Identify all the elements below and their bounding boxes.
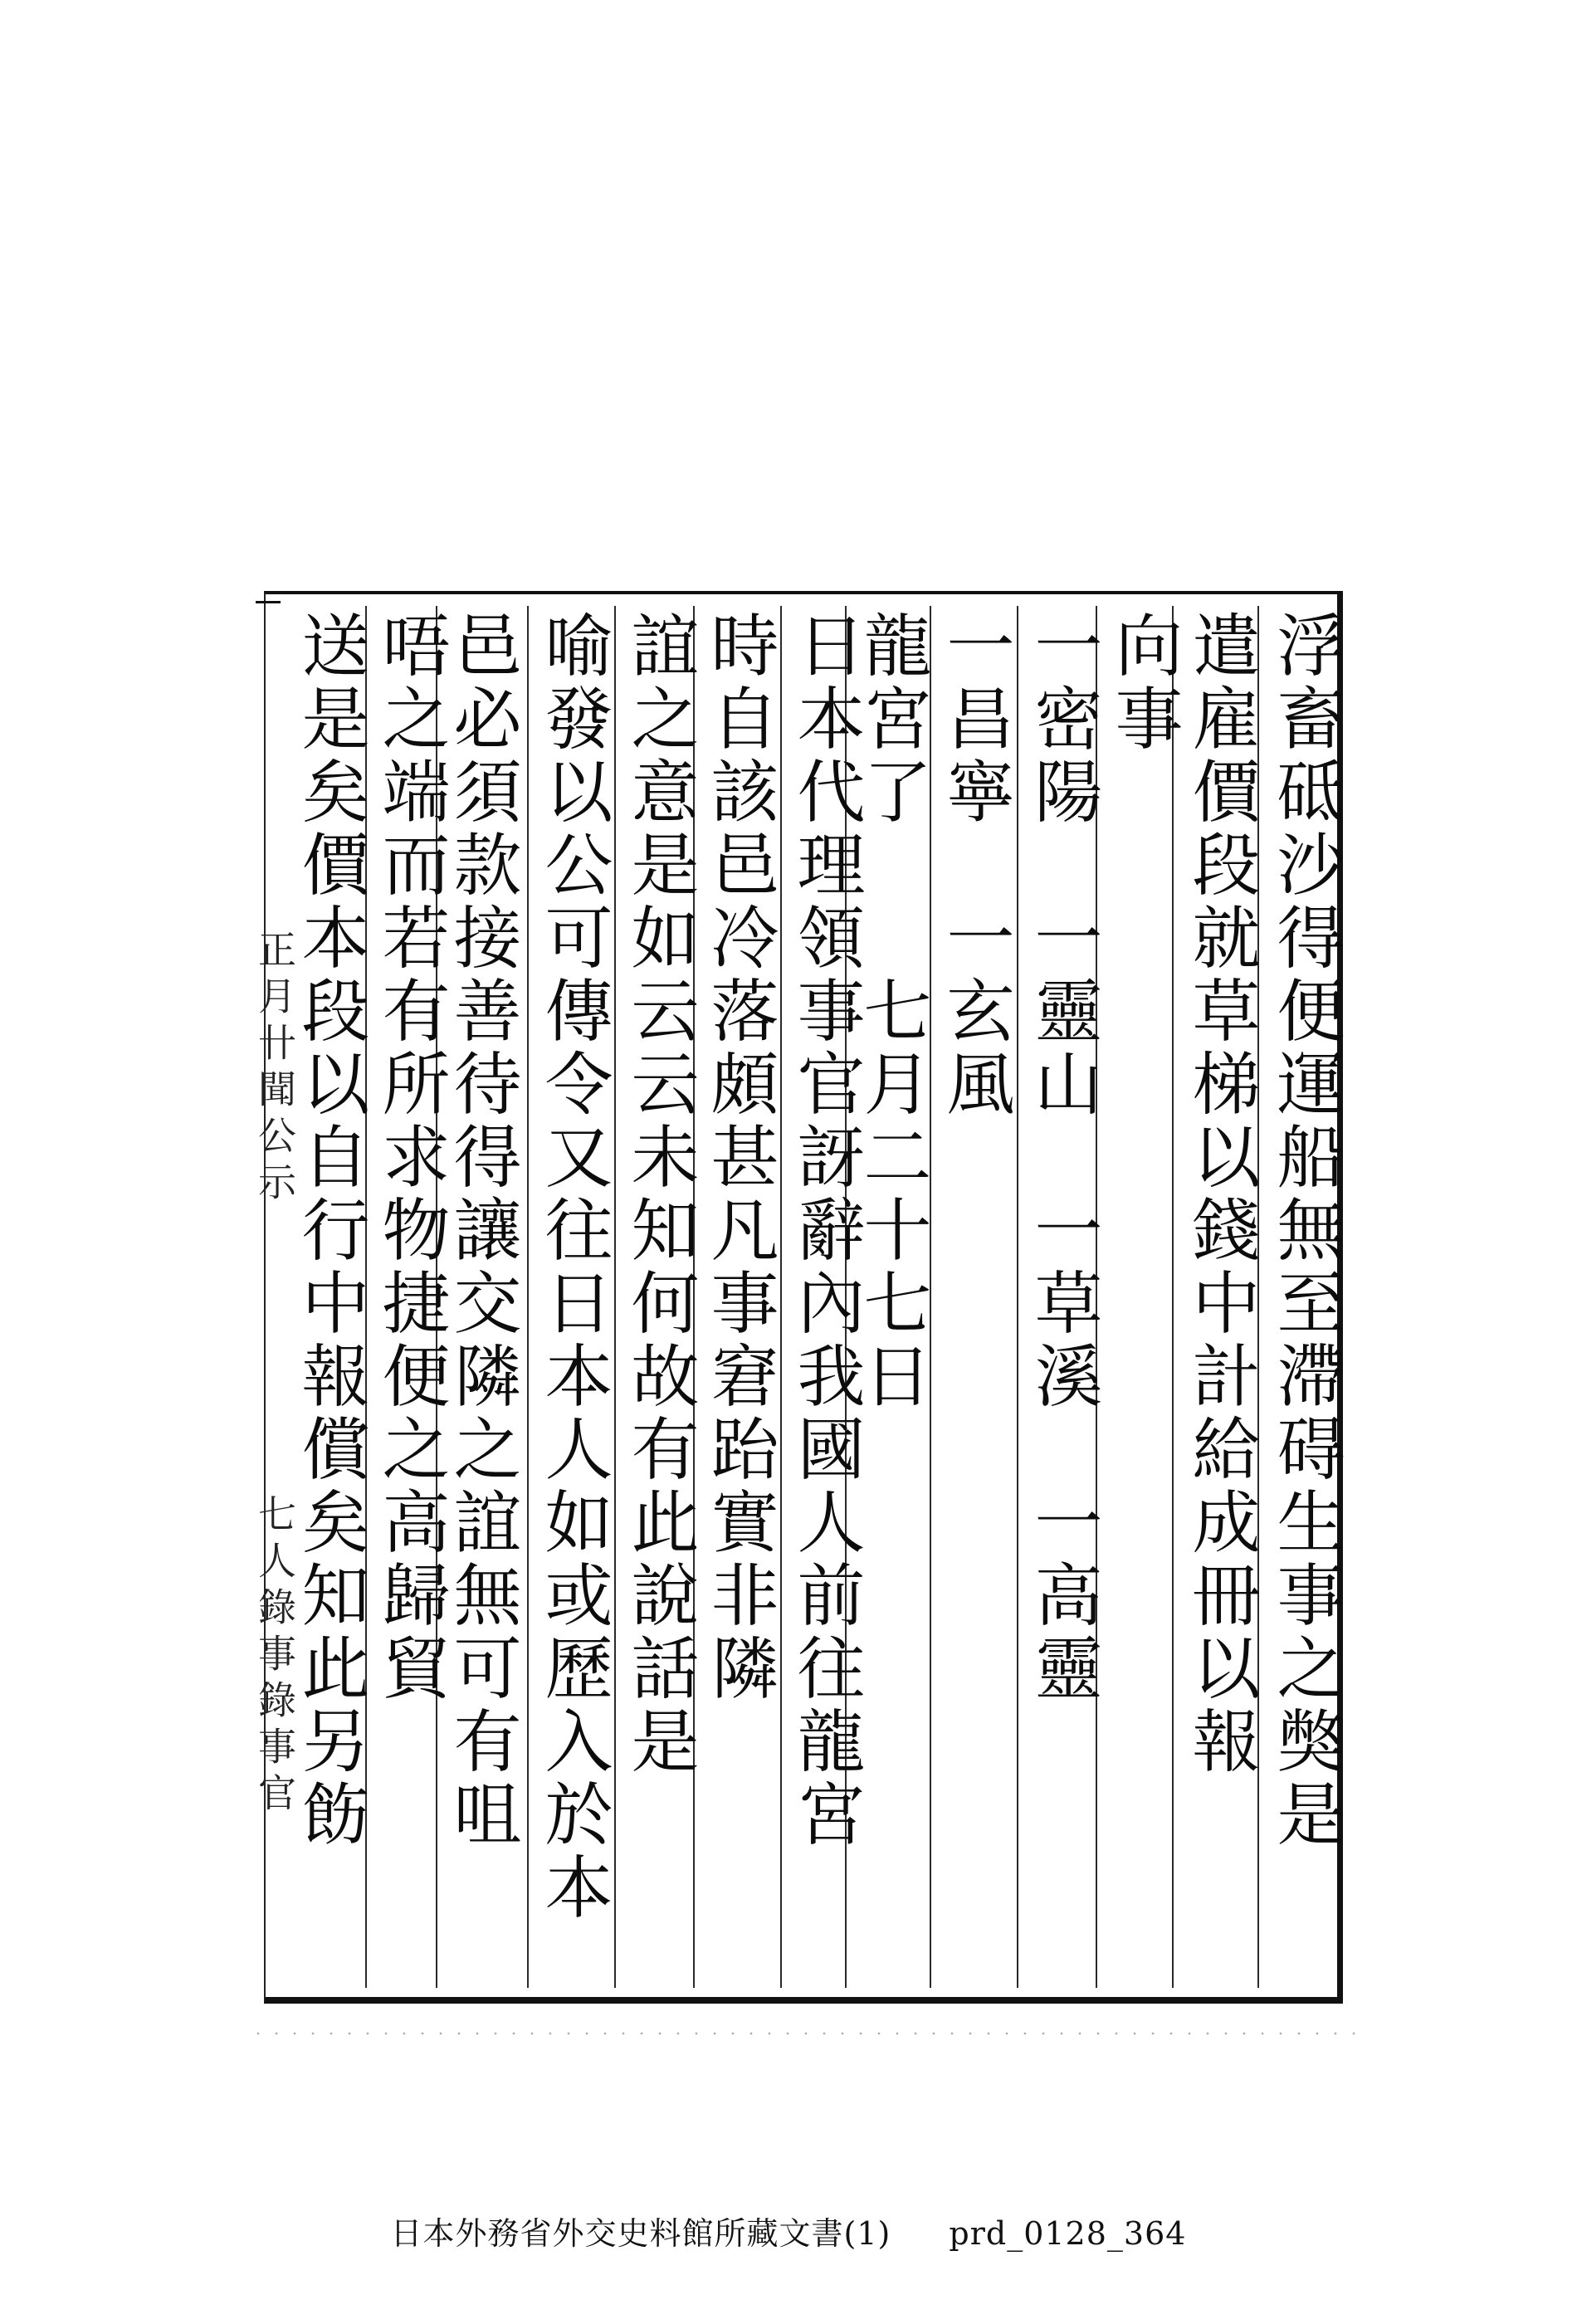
text-column-2: 遣雇價段就草梯以錢中計給成冊以報 — [1181, 610, 1260, 1779]
text-column-11: 邑必須款接善待得讓交隣之誼無可有咀 — [442, 610, 521, 1852]
frame-top-tick — [256, 601, 281, 603]
text-column-6: 龍宮了 七月二十七日 — [852, 610, 931, 1413]
scan-noise-dots — [249, 2032, 1361, 2035]
text-column-3: 向事 — [1104, 610, 1183, 756]
caption-source: 日本外務省外交史料館所藏文書(1) — [390, 2215, 891, 2252]
text-column-10: 喻發以公可傳令又往日本人如或歷入於本 — [534, 610, 613, 1925]
text-column-1: 浮畜砥沙得便運船無至滯碍生事之獘是 — [1266, 610, 1345, 1852]
text-column-13: 送是矣價本段以自行中報償矣知此另飭 — [290, 610, 369, 1852]
margin-note-bottom: 七人錄事錄事官 — [252, 1494, 297, 1819]
column-rule — [1017, 606, 1018, 1988]
archive-caption — [0, 2208, 1577, 2253]
text-column-9: 誼之意是如云云未知何故有此說話是 — [620, 610, 699, 1779]
column-rule — [527, 606, 529, 1988]
text-column-5: 一昌寧 一玄風 — [935, 610, 1014, 1121]
text-column-12: 唔之端而若有所求物捷便之高歸貿 — [371, 610, 450, 1706]
margin-note-top: 正月卄聞公示 — [252, 930, 297, 1208]
text-column-4: 一密陽 一靈山 一草溪 一高靈 — [1023, 610, 1102, 1706]
caption-id: prd_0128_364 — [949, 2215, 1187, 2252]
text-column-7: 日本代理領事官訝辭內我國人前往龍宮 — [786, 610, 865, 1852]
text-column-8: 時自該邑冷落頗甚凡事窘跆實非隣 — [700, 610, 779, 1706]
